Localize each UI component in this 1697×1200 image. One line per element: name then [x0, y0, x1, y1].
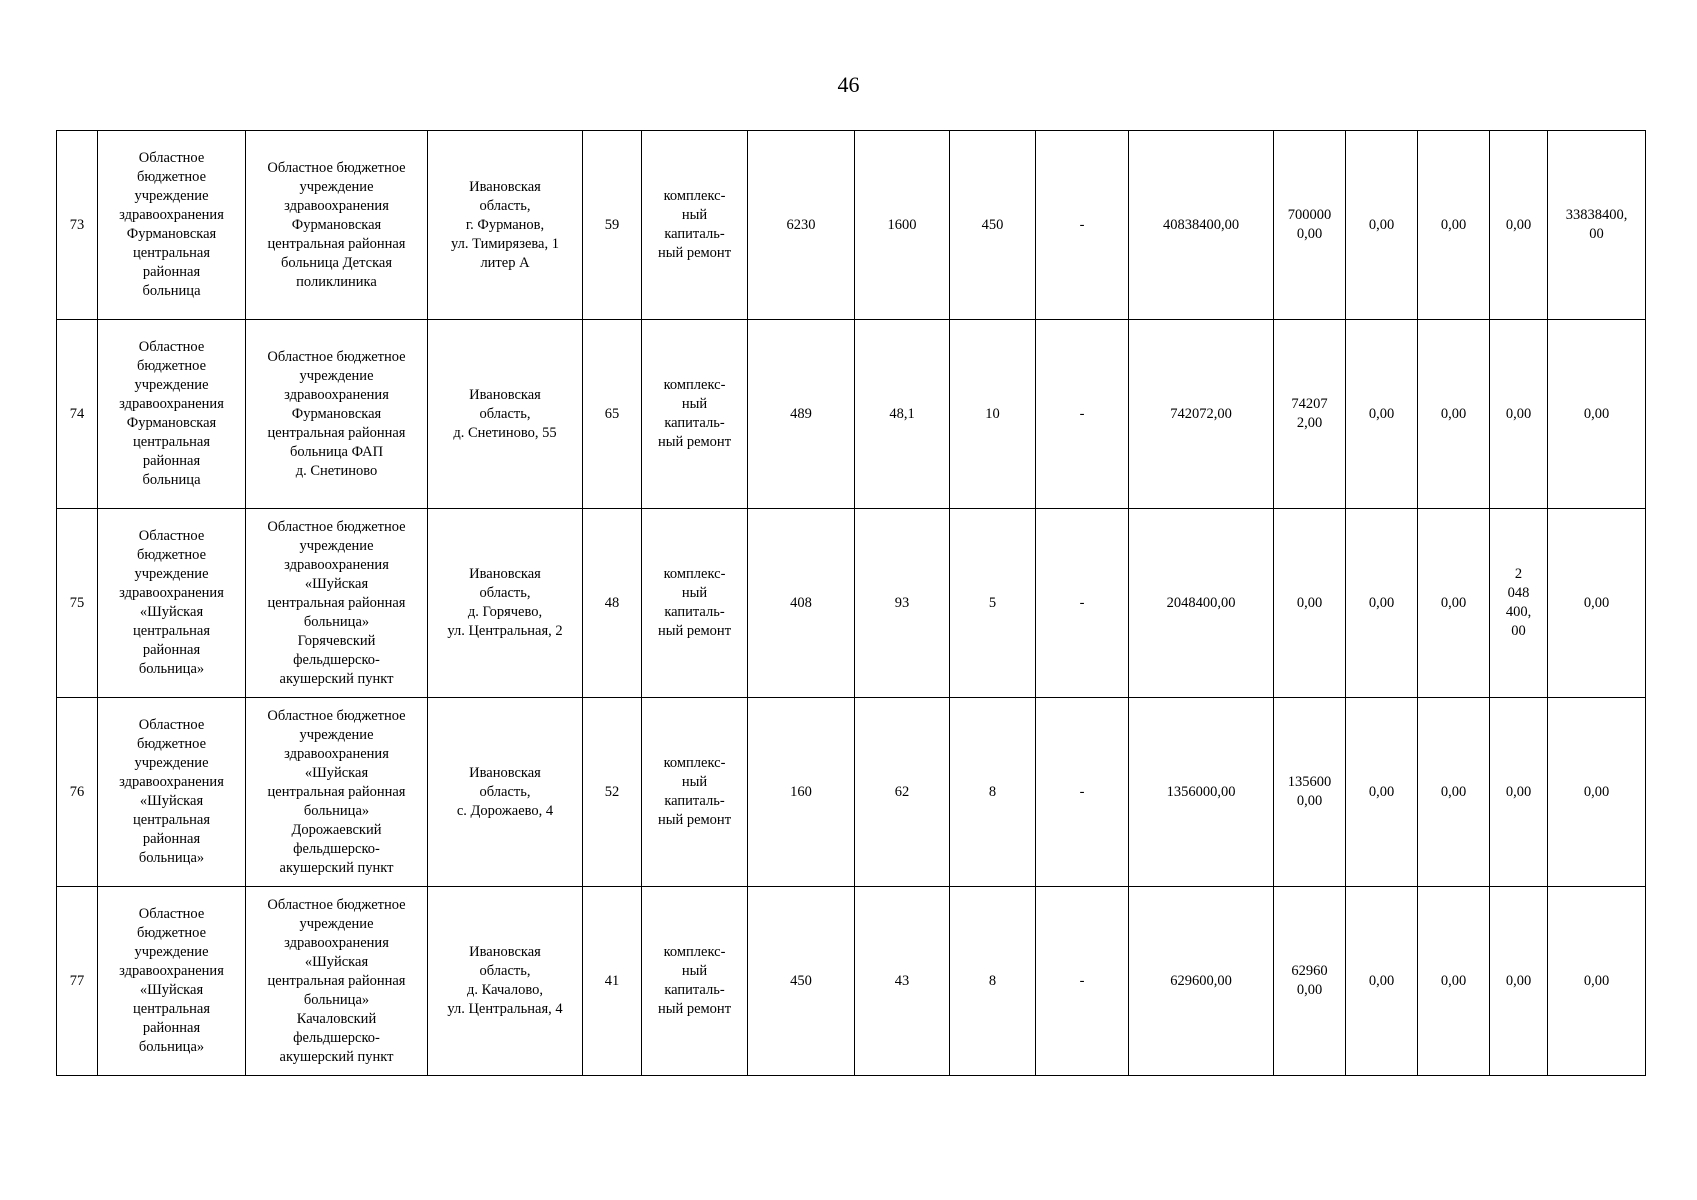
- work-type-cell: комплекс- ный капиталь- ный ремонт: [642, 131, 748, 320]
- funding-cell-4: 0,00: [1490, 887, 1548, 1076]
- address-cell: Ивановская область, д. Снетиново, 55: [428, 320, 583, 509]
- year-cell: 59: [583, 131, 642, 320]
- value-cell-2: 48,1: [855, 320, 950, 509]
- institution-cell: Областное бюджетное учреждение здравоохранения «Шуйская центральная районная больница»: [98, 887, 246, 1076]
- table-row: [57, 509, 1646, 698]
- institution-cell: Областное бюджетное учреждение здравоохранения Фурмановская центральная районная больница: [98, 320, 246, 509]
- total-cost-cell: 1356000,00: [1129, 698, 1274, 887]
- value-cell-1: 160: [748, 698, 855, 887]
- work-type-cell: комплекс- ный капиталь- ный ремонт: [642, 887, 748, 1076]
- value-cell-4: -: [1036, 887, 1129, 1076]
- funding-cell-2: 0,00: [1346, 698, 1418, 887]
- value-cell-1: 408: [748, 509, 855, 698]
- funding-cell-2: 0,00: [1346, 509, 1418, 698]
- work-type-cell: комплекс- ный капиталь- ный ремонт: [642, 320, 748, 509]
- value-cell-4: -: [1036, 698, 1129, 887]
- row-number-cell: 73: [57, 131, 98, 320]
- object-cell: Областное бюджетное учреждение здравоохранения Фурмановская центральная районная больница Детская поликлиника: [246, 131, 428, 320]
- value-cell-3: 5: [950, 509, 1036, 698]
- object-cell: Областное бюджетное учреждение здравоохранения «Шуйская центральная районная больница» Дорожаевский фельдшерско- акушерский пункт: [246, 698, 428, 887]
- year-cell: 41: [583, 887, 642, 1076]
- funding-cell-3: 0,00: [1418, 698, 1490, 887]
- value-cell-4: -: [1036, 131, 1129, 320]
- total-cost-cell: 742072,00: [1129, 320, 1274, 509]
- funding-cell-3: 0,00: [1418, 887, 1490, 1076]
- funding-cell-5: 0,00: [1548, 698, 1646, 887]
- value-cell-1: 450: [748, 887, 855, 1076]
- value-cell-3: 8: [950, 887, 1036, 1076]
- page-number: 46: [837, 72, 860, 97]
- funding-cell-4: 2 048 400, 00: [1490, 509, 1548, 698]
- address-cell: Ивановская область, д. Качалово, ул. Центральная, 4: [428, 887, 583, 1076]
- value-cell-2: 1600: [855, 131, 950, 320]
- value-cell-2: 62: [855, 698, 950, 887]
- work-type-cell: комплекс- ный капиталь- ный ремонт: [642, 509, 748, 698]
- funding-cell-5: 0,00: [1548, 887, 1646, 1076]
- value-cell-1: 489: [748, 320, 855, 509]
- funding-cell-5: 0,00: [1548, 320, 1646, 509]
- year-cell: 48: [583, 509, 642, 698]
- object-cell: Областное бюджетное учреждение здравоохранения «Шуйская центральная районная больница» Горячевский фельдшерско- акушерский пункт: [246, 509, 428, 698]
- funding-cell-1: 74207 2,00: [1274, 320, 1346, 509]
- work-type-cell: комплекс- ный капиталь- ный ремонт: [642, 698, 748, 887]
- value-cell-4: -: [1036, 320, 1129, 509]
- object-cell: Областное бюджетное учреждение здравоохранения Фурмановская центральная районная больница ФАП д. Снетиново: [246, 320, 428, 509]
- total-cost-cell: 2048400,00: [1129, 509, 1274, 698]
- row-number-cell: 76: [57, 698, 98, 887]
- funding-cell-4: 0,00: [1490, 698, 1548, 887]
- row-number-cell: 77: [57, 887, 98, 1076]
- institution-cell: Областное бюджетное учреждение здравоохранения «Шуйская центральная районная больница»: [98, 698, 246, 887]
- table-row: [57, 131, 1646, 320]
- value-cell-4: -: [1036, 509, 1129, 698]
- funding-cell-4: 0,00: [1490, 131, 1548, 320]
- funding-cell-3: 0,00: [1418, 320, 1490, 509]
- address-cell: Ивановская область, с. Дорожаево, 4: [428, 698, 583, 887]
- address-cell: Ивановская область, г. Фурманов, ул. Тимирязева, 1 литер А: [428, 131, 583, 320]
- total-cost-cell: 629600,00: [1129, 887, 1274, 1076]
- funding-cell-5: 0,00: [1548, 509, 1646, 698]
- value-cell-3: 450: [950, 131, 1036, 320]
- object-cell: Областное бюджетное учреждение здравоохранения «Шуйская центральная районная больница» Качаловский фельдшерско- акушерский пункт: [246, 887, 428, 1076]
- value-cell-2: 93: [855, 509, 950, 698]
- value-cell-3: 10: [950, 320, 1036, 509]
- funding-cell-5: 33838400, 00: [1548, 131, 1646, 320]
- table-row: [57, 320, 1646, 509]
- funding-cell-3: 0,00: [1418, 131, 1490, 320]
- funding-cell-2: 0,00: [1346, 320, 1418, 509]
- table-row: [57, 887, 1646, 1076]
- funding-cell-1: 135600 0,00: [1274, 698, 1346, 887]
- funding-cell-2: 0,00: [1346, 131, 1418, 320]
- funding-cell-3: 0,00: [1418, 509, 1490, 698]
- funding-cell-1: 62960 0,00: [1274, 887, 1346, 1076]
- institution-cell: Областное бюджетное учреждение здравоохранения «Шуйская центральная районная больница»: [98, 509, 246, 698]
- row-number-cell: 75: [57, 509, 98, 698]
- funding-cell-4: 0,00: [1490, 320, 1548, 509]
- table-row: [57, 698, 1646, 887]
- value-cell-1: 6230: [748, 131, 855, 320]
- row-number-cell: 74: [57, 320, 98, 509]
- funding-cell-1: 700000 0,00: [1274, 131, 1346, 320]
- address-cell: Ивановская область, д. Горячево, ул. Центральная, 2: [428, 509, 583, 698]
- value-cell-2: 43: [855, 887, 950, 1076]
- value-cell-3: 8: [950, 698, 1036, 887]
- institution-cell: Областное бюджетное учреждение здравоохранения Фурмановская центральная районная больница: [98, 131, 246, 320]
- registry-table: [56, 130, 1646, 1076]
- funding-cell-1: 0,00: [1274, 509, 1346, 698]
- year-cell: 52: [583, 698, 642, 887]
- year-cell: 65: [583, 320, 642, 509]
- total-cost-cell: 40838400,00: [1129, 131, 1274, 320]
- funding-cell-2: 0,00: [1346, 887, 1418, 1076]
